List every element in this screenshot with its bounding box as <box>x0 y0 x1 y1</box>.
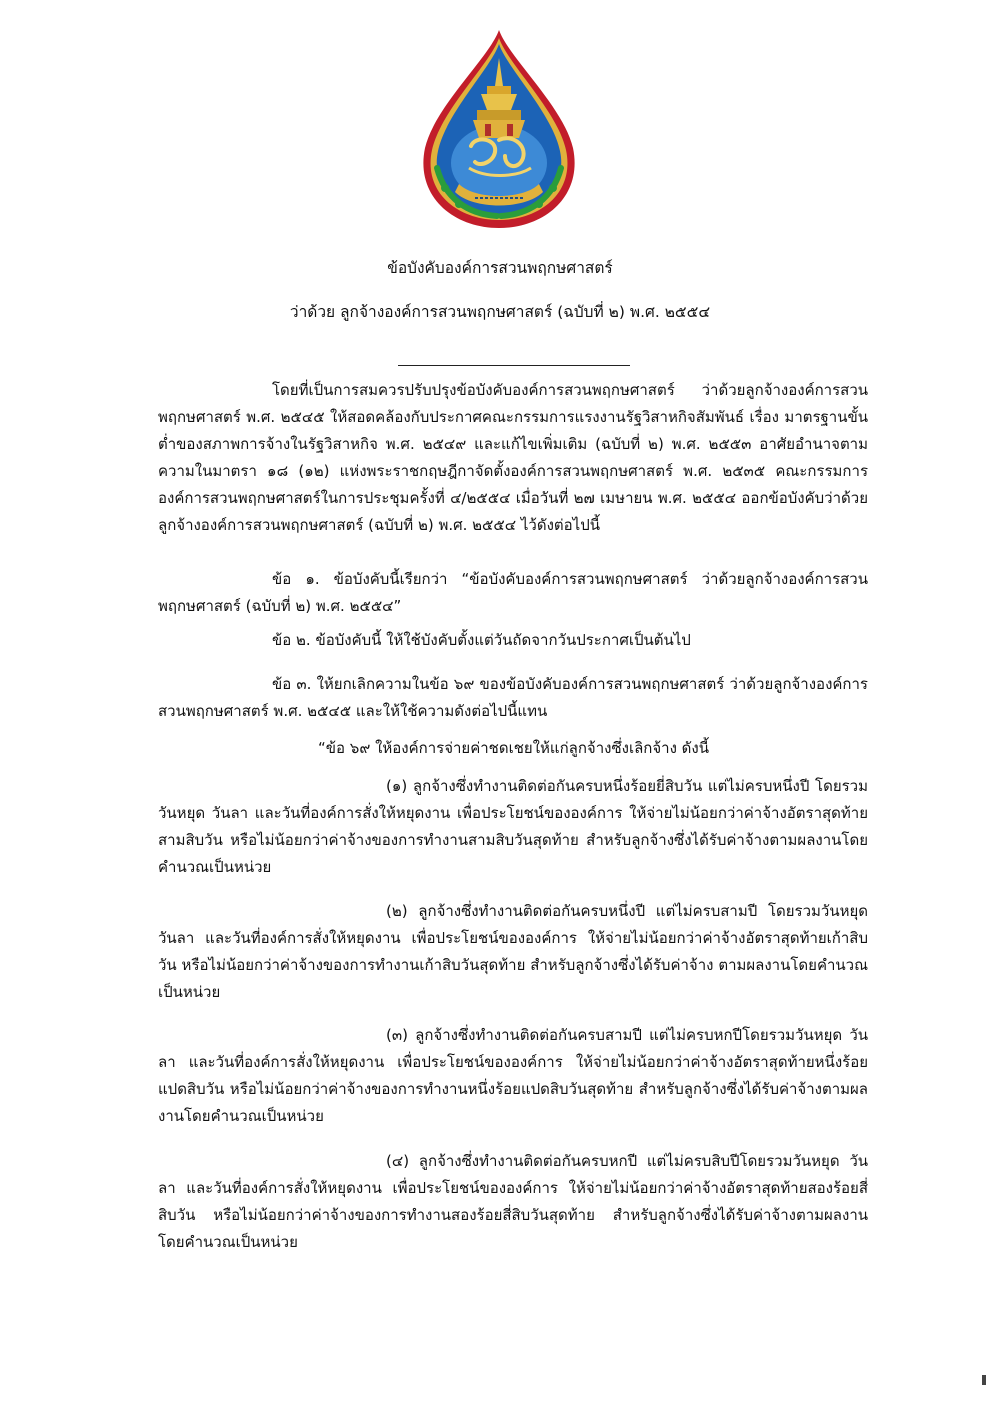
page-edge-mark <box>982 1375 986 1385</box>
subclause-4: (๔) ลูกจ้างซึ่งทำงานติดต่อกันครบหกปี แต่ไม่ครบสิบปีโดยรวมวันหยุด วันลา และวันที่องค์การสั่งให้หยุดงาน เพื่อประโยชน์ขององค์การ ให้จ่ายไม่น้อยกว่าค่าจ้างอัตราสุดท้ายสองร้อยสี่สิบวัน หรือไม่น้อยกว่าค่าจ้างของการทำงานสองร้อยสี่สิบวันสุดท้าย สำหรับลูกจ้างซึ่งได้รับค่าจ้างตามผลงานโดยคำนวณเป็นหน่วย <box>158 1152 868 1251</box>
document-title: ข้อบังคับองค์การสวนพฤกษศาสตร์ <box>387 259 613 277</box>
clause-69-intro: “ข้อ ๖๙ ให้องค์การจ่ายค่าชดเชยให้แก่ลูกจ้างซึ่งเลิกจ้าง ดังนี้ <box>318 739 709 757</box>
subclause-2: (๒) ลูกจ้างซึ่งทำงานติดต่อกันครบหนึ่งปี แต่ไม่ครบสามปี โดยรวมวันหยุด วันลา และวันที่องค์การสั่งให้หยุดงาน เพื่อประโยชน์ขององค์การ ให้จ่ายไม่น้อยกว่าค่าจ้างอัตราสุดท้ายเก้าสิบวัน หรือไม่น้อยกว่าค่าจ้างของการทำงานเก้าสิบวันสุดท้าย สำหรับลูกจ้างซึ่งได้รับค่าจ้าง ตามผลงานโดยคำนวณเป็นหน่วย <box>158 902 868 1001</box>
document-subtitle: ว่าด้วย ลูกจ้างองค์การสวนพฤกษศาสตร์ (ฉบับที่ ๒) พ.ศ. ๒๕๕๔ <box>289 303 711 321</box>
organization-emblem-logo <box>415 28 583 233</box>
clause-2: ข้อ ๒. ข้อบังคับนี้ ให้ใช้บังคับตั้งแต่วันถัดจากวันประกาศเป็นต้นไป <box>272 631 691 649</box>
clause-1: ข้อ ๑. ข้อบังคับนี้เรียกว่า “ข้อบังคับองค์การสวนพฤกษศาสตร์ ว่าด้วยลูกจ้างองค์การสวนพฤกษศาสตร์ (ฉบับที่ ๒) พ.ศ. ๒๕๕๔” <box>158 570 868 615</box>
clause-3: ข้อ ๓. ให้ยกเลิกความในข้อ ๖๙ ของข้อบังคับองค์การสวนพฤกษศาสตร์ ว่าด้วยลูกจ้างองค์การสวนพฤกษศาสตร์ พ.ศ. ๒๕๔๕ และให้ใช้ความดังต่อไปนี้แทน <box>158 675 868 720</box>
preamble-paragraph: โดยที่เป็นการสมควรปรับปรุงข้อบังคับองค์การสวนพฤกษศาสตร์ ว่าด้วยลูกจ้างองค์การสวนพฤกษศาสตร์ พ.ศ. ๒๕๔๕ ให้สอดคล้องกับประกาศคณะกรรมการแรงงานรัฐวิสาหกิจสัมพันธ์ เรื่อง มาตรฐานขั้นต่ำของสภาพการจ้างในรัฐวิสาหกิจ พ.ศ. ๒๕๔๙ และแก้ไขเพิ่มเติม (ฉบับที่ ๒) พ.ศ. ๒๕๕๓ อาศัยอำนาจตามความในมาตรา ๑๘ (๑๒) แห่งพระราชกฤษฎีกาจัดตั้งองค์การสวนพฤกษศาสตร์ พ.ศ. ๒๕๓๕ คณะกรรมการองค์การสวนพฤกษศาสตร์ในการประชุมครั้งที่ ๔/๒๕๕๔ เมื่อวันที่ ๒๗ เมษายน พ.ศ. ๒๕๕๔ ออกข้อบังคับว่าด้วยลูกจ้างองค์การสวนพฤกษศาสตร์ (ฉบับที่ ๒) พ.ศ. ๒๕๕๔ ไว้ดังต่อไปนี้ <box>158 381 868 534</box>
subclause-1: (๑) ลูกจ้างซึ่งทำงานติดต่อกันครบหนึ่งร้อยยี่สิบวัน แต่ไม่ครบหนึ่งปี โดยรวมวันหยุด วันลา และวันที่องค์การสั่งให้หยุดงาน เพื่อประโยชน์ขององค์การ ให้จ่ายไม่น้อยกว่าค่าจ้างอัตราสุดท้ายสามสิบวัน หรือไม่น้อยกว่าค่าจ้างของการทำงานสามสิบวันสุดท้าย สำหรับลูกจ้างซึ่งได้รับค่าจ้างตามผลงานโดยคำนวณเป็นหน่วย <box>158 777 868 876</box>
title-divider <box>398 365 630 366</box>
subclause-3: (๓) ลูกจ้างซึ่งทำงานติดต่อกันครบสามปี แต่ไม่ครบหกปีโดยรวมวันหยุด วันลา และวันที่องค์การสั่งให้หยุดงาน เพื่อประโยชน์ขององค์การ ให้จ่ายไม่น้อยกว่าค่าจ้างอัตราสุดท้ายหนึ่งร้อยแปดสิบวัน หรือไม่น้อยกว่าค่าจ้างของการทำงานหนึ่งร้อยแปดสิบวันสุดท้าย สำหรับลูกจ้างซึ่งได้รับค่าจ้างตามผลงานโดยคำนวณเป็นหน่วย <box>158 1026 868 1125</box>
